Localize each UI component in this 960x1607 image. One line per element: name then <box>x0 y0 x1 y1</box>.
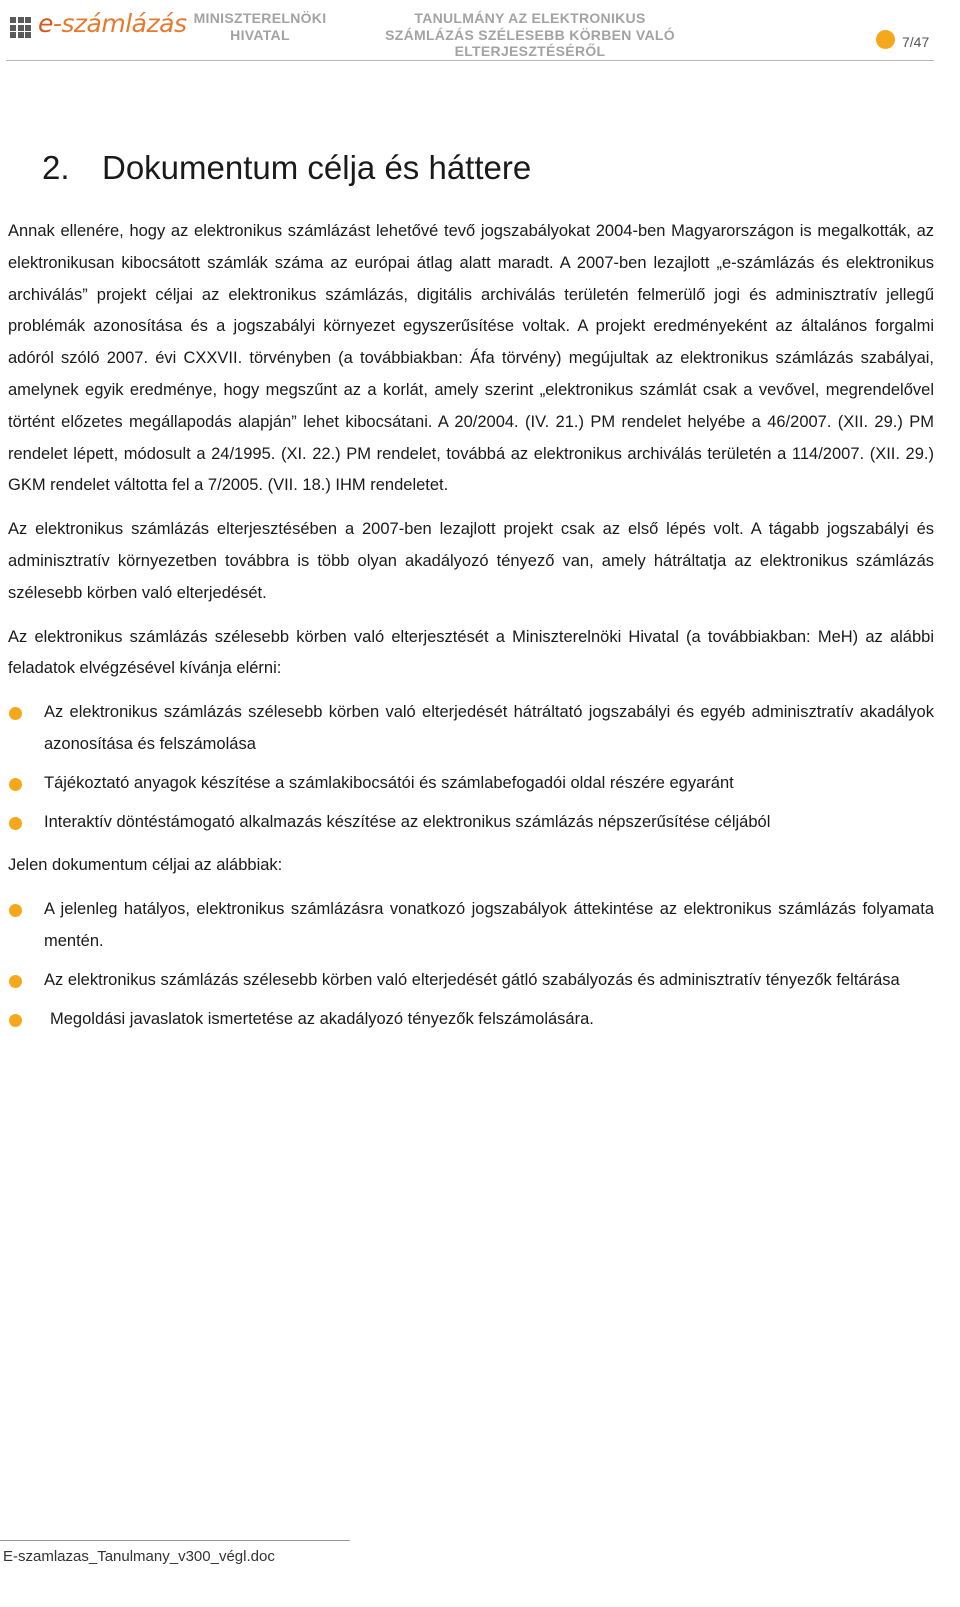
list-item-text: Tájékoztató anyagok készítése a számlakibocsátói és számlabefogadói oldal részére egyaránt <box>44 773 734 792</box>
header-study-title <box>370 10 690 60</box>
goals-list <box>8 894 934 1035</box>
list-item-text: Az elektronikus számlázás szélesebb körben való elterjedését gátló szabályozás és adminisztratív tényezők feltárása <box>44 970 900 989</box>
list-item <box>8 894 934 958</box>
paragraph-background: Annak ellenére, hogy az elektronikus számlázást lehetővé tevő jogszabályokat 2004-ben Magyarországon is megalkották, az elektronikusan kibocsátott számlák száma az európai átlag alatt maradt. A 2007-ben lezajlott „e-számlázás és elektronikus archiválás” projekt céljai az elektronikus számlázás, digitális archiválás területén felmerülő jogi és adminisztratív jellegű problémák azonosítása és a jogszabályi környezet egyszerűsítése voltak. A projekt eredményeként az általános forgalmi adóról szóló 2007. évi CXXVII. törvényben (a továbbiakban: Áfa törvény) megújultak az elektronikus számlázás szabályai, amelynek egyik eredménye, hogy megszűnt az a korlát, amely szerint „elektronikus számlát csak a vevővel, megrendelővel történt előzetes megállapodás alapján” lehet kibocsátani. A 20/2004. (IV. 21.) PM rendelet helyébe a 46/2007. (XII. 29.) PM rendelet lépett, módosult a 24/1995. (XI. 22.) PM rendelet, továbbá az elektronikus archiválás területén a 114/2007. (XII. 29.) GKM rendelet váltotta fel a 7/2005. (VII. 18.) IHM rendeletet. <box>8 222 934 495</box>
list-item <box>8 807 934 839</box>
goals-intro: Jelen dokumentum céljai az alábbiak: <box>8 856 283 875</box>
list-item <box>8 1004 934 1036</box>
list-item <box>8 768 934 800</box>
footer-filename: E-szamlazas_Tanulmany_v300_végl.doc <box>3 1548 275 1565</box>
header-office <box>180 10 340 43</box>
page-header <box>0 0 960 62</box>
header-office-line2: HIVATAL <box>230 26 290 43</box>
list-item-text: Interaktív döntéstámogató alkalmazás készítése az elektronikus számlázás népszerűsítése céljából <box>44 812 771 831</box>
footer-divider <box>0 1540 350 1541</box>
list-item <box>8 965 934 997</box>
task-list <box>8 697 934 838</box>
e-szamlazas-logo <box>38 9 186 38</box>
bullet-icon <box>9 1014 22 1027</box>
logo-e: e <box>38 9 53 38</box>
bullet-icon <box>9 817 22 830</box>
section-heading <box>42 149 531 187</box>
orange-dot-icon <box>876 30 895 49</box>
paragraph-meh-tasks: Az elektronikus számlázás szélesebb körben való elterjesztését a Miniszterelnöki Hivatal (a továbbiakban: MeH) az alábbi feladatok elvégzésével kívánja elérni: <box>8 627 934 678</box>
grid-logo-icon <box>10 17 31 38</box>
document-body <box>8 216 934 1042</box>
header-divider <box>6 60 934 61</box>
section-number: 2. <box>42 149 70 186</box>
list-item <box>8 697 934 761</box>
header-study-line2: SZÁMLÁZÁS SZÉLESEBB KÖRBEN VALÓ <box>385 26 675 43</box>
list-item-text: Az elektronikus számlázás szélesebb körben való elterjedését hátráltató jogszabályi és egyéb adminisztratív akadályok azonosítása és felszámolása <box>44 703 934 753</box>
bullet-icon <box>9 975 22 988</box>
list-item-text: A jelenleg hatályos, elektronikus számlázásra vonatkozó jogszabályok áttekintése az elektronikus számlázás folyamata mentén. <box>44 900 934 950</box>
header-office-line1: MINISZTERELNÖKI <box>193 10 327 26</box>
paragraph-first-step: Az elektronikus számlázás elterjesztésében a 2007-ben lezajlott projekt csak az első lépés volt. A tágabb jogszabályi és adminisztratív környezetben továbbra is több olyan akadályozó tényező van, amely hátráltatja az elektronikus számlázás szélesebb körben való elterjedését. <box>8 520 934 602</box>
page-number: 7/47 <box>902 34 930 50</box>
bullet-icon <box>9 707 22 720</box>
bullet-icon <box>9 778 22 791</box>
header-study-line3: ELTERJESZTÉSÉRŐL <box>454 43 606 59</box>
header-study-line1: TANULMÁNY AZ ELEKTRONIKUS <box>414 10 646 26</box>
bullet-icon <box>9 904 22 917</box>
section-title: Dokumentum célja és háttere <box>102 149 532 186</box>
list-item-text: Megoldási javaslatok ismertetése az akadályozó tényezők felszámolására. <box>50 1009 594 1028</box>
logo-rest: -számlázás <box>52 9 187 38</box>
